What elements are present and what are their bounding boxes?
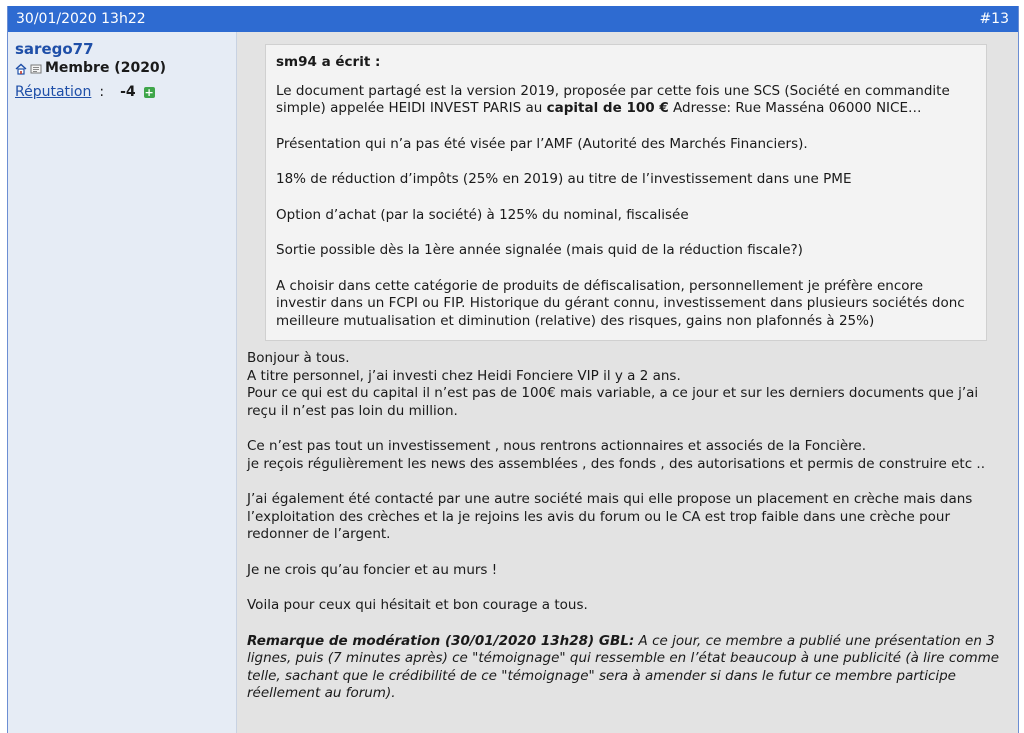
reputation-colon: :: [99, 84, 105, 100]
post-content: [237, 32, 1018, 733]
post-header: [8, 6, 1018, 32]
message-line: Bonjour à tous.: [247, 350, 350, 366]
message-paragraph: Je ne crois qu’au foncier et au murs !: [247, 561, 498, 578]
message-line: Ce n’est pas tout un investissement , nous rentrons actionnaires et associés de la Foncière.: [247, 438, 867, 454]
post-number-link[interactable]: #13: [979, 11, 1009, 27]
author-rank-row: [15, 59, 236, 77]
quote-paragraph: [276, 83, 976, 118]
home-icon[interactable]: [15, 62, 27, 74]
author-username[interactable]: sarego77: [15, 40, 94, 58]
message-body: [247, 350, 1010, 703]
reputation-value: -4: [120, 84, 136, 100]
moderation-note-label: Remarque de modération (30/01/2020 13h28) GBL:: [247, 632, 635, 649]
message-paragraph: [247, 438, 1010, 473]
author-rank: Membre (2020): [45, 60, 167, 76]
quote-paragraph: A choisir dans cette catégorie de produits de défiscalisation, personnellement je préfère encore investir dans un FCPI ou FIP. Historique du gérant connu, investissement dans plusieurs sociétés donc meilleure mutualisation et diminution (relative) des risques, gains non plafonnés à 25%): [276, 277, 965, 329]
message-paragraph: J’ai également été contacté par une autre société mais qui elle propose un placement en crèche mais dans l’exploitation des crèches et la je rejoins les avis du forum ou le CA est trop faible dans une crèche pour redonner de l’argent.: [247, 491, 973, 542]
forum-post: [7, 6, 1019, 733]
post-body: [8, 32, 1018, 733]
plus-icon[interactable]: +: [144, 85, 154, 99]
quote-paragraph: Sortie possible dès la 1ère année signalée (mais quid de la réduction fiscale?): [276, 242, 803, 258]
quote-paragraph: Option d’achat (par la société) à 125% du nominal, fiscalisée: [276, 206, 689, 223]
quote-text: Adresse: Rue Masséna 06000 NICE…: [668, 100, 922, 116]
quote-text: Le document partagé est la version 2019, proposée par cette fois une SCS (Société en commandite simple) appelée HEIDI INVEST PARIS au: [276, 82, 950, 116]
moderation-note: [247, 633, 1010, 703]
quote-bold-text: capital de 100 €: [546, 100, 669, 116]
quote-author: sm94 a écrit :: [276, 54, 381, 70]
message-paragraph: Voila pour ceux qui hésitait et bon courage a tous.: [247, 597, 588, 613]
quote-block: [265, 44, 987, 341]
moderation-note-text: A ce jour, ce membre a publié une présentation en 3 lignes, puis (7 minutes après) ce "témoignage" qui ressemble en l’état beaucoup à une publicité (à lire comme telle, sachant que le crédibilité de ce "témoignage" sera à amender si dans le futur ce membre participe réellement au forum).: [247, 632, 1000, 701]
message-line: A titre personnel, j’ai investi chez Heidi Fonciere VIP il y a 2 ans.: [247, 367, 681, 384]
author-sidebar: [8, 32, 237, 733]
quote-paragraph: Présentation qui n’a pas été visée par l’AMF (Autorité des Marchés Financiers).: [276, 135, 808, 152]
profile-card-icon[interactable]: [30, 62, 42, 74]
message-line: je reçois régulièrement les news des assemblées , des fonds , des autorisations et permis de construire etc ..: [247, 455, 986, 472]
message-line: Pour ce qui est du capital il n’est pas de 100€ mais variable, a ce jour et sur les derniers documents que j’ai reçu il n’est pas loin du million.: [247, 385, 979, 419]
post-datetime: 30/01/2020 13h22: [16, 11, 146, 27]
message-paragraph: [247, 350, 1010, 420]
reputation-row: [15, 83, 236, 101]
reputation-link[interactable]: Réputation: [15, 84, 92, 100]
quote-paragraph: 18% de réduction d’impôts (25% en 2019) au titre de l’investissement dans une PME: [276, 171, 852, 187]
